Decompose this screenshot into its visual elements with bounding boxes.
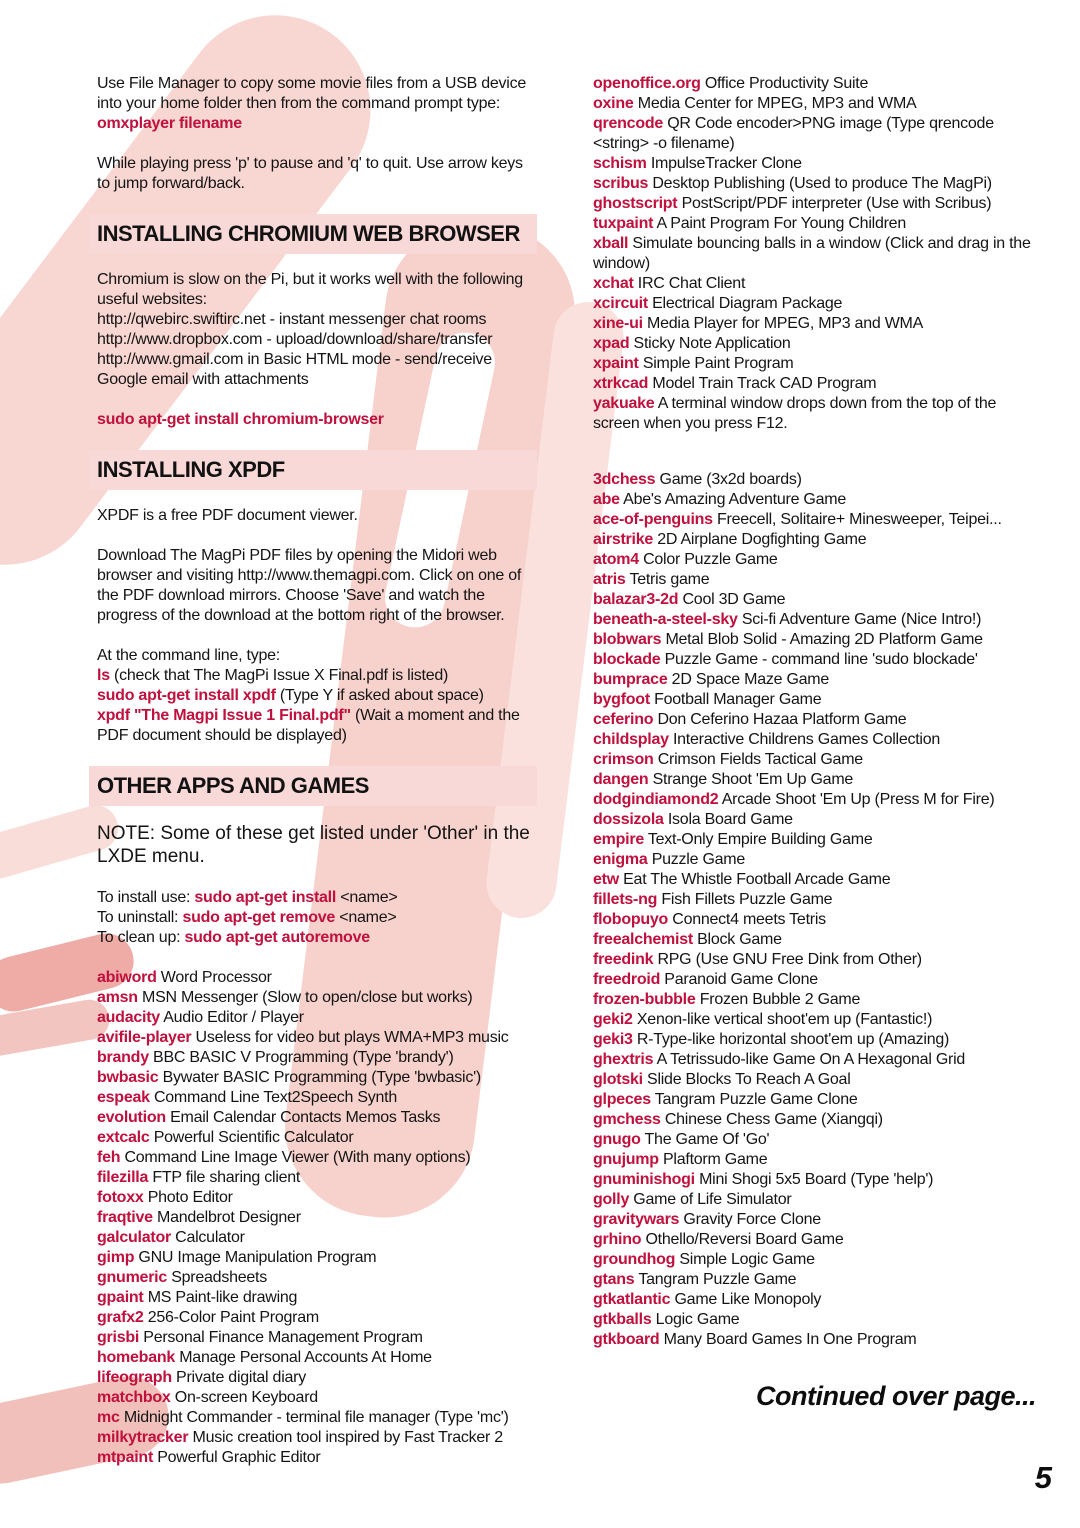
package-description: Frozen Bubble 2 Game: [699, 991, 861, 1008]
apt-usage-suffix: <name>: [335, 909, 397, 926]
package-description: 2D Space Maze Game: [671, 671, 830, 688]
usb-copy-paragraph: Use File Manager to copy some movie files from a USB device into your home folder then from the command prompt type:: [97, 75, 526, 112]
package-item: [593, 174, 1033, 194]
package-name: grafx2: [97, 1309, 144, 1326]
package-item: [593, 1130, 1033, 1150]
package-item: [593, 510, 1033, 530]
package-item: [593, 234, 1033, 274]
package-name: gtkboard: [593, 1331, 660, 1348]
package-item: [97, 1048, 537, 1068]
package-name: audacity: [97, 1009, 160, 1026]
package-description: Simulate bouncing balls in a window (Click and drag in the window): [593, 235, 1031, 272]
package-item: [593, 1110, 1033, 1130]
package-name: enigma: [593, 851, 648, 868]
package-description: Puzzle Game: [651, 851, 746, 868]
package-description: Office Productivity Suite: [704, 75, 869, 92]
package-name: fraqtive: [97, 1209, 153, 1226]
package-name: abiword: [97, 969, 157, 986]
package-item: [593, 354, 1033, 374]
package-name: freedink: [593, 951, 654, 968]
omxplayer-command: omxplayer filename: [97, 115, 242, 132]
package-description: The Game Of 'Go': [644, 1131, 770, 1148]
package-name: mtpaint: [97, 1449, 154, 1466]
package-name: milkytracker: [97, 1429, 189, 1446]
apps-list-left: [97, 968, 537, 1468]
package-description: Cool 3D Game: [682, 591, 786, 608]
package-description: Bywater BASIC Programming (Type 'bwbasic'): [162, 1069, 481, 1086]
package-description: Powerful Graphic Editor: [157, 1449, 321, 1466]
package-description: A Tetrissudo-like Game On A Hexagonal Grid: [656, 1051, 966, 1068]
apt-usage-line: [97, 888, 537, 908]
package-name: xball: [593, 235, 629, 252]
package-item: [593, 1290, 1033, 1310]
package-name: gtkatlantic: [593, 1291, 671, 1308]
package-item: [97, 1448, 537, 1468]
section-heading-other-apps: OTHER APPS AND GAMES: [89, 766, 537, 806]
package-name: ghostscript: [593, 195, 678, 212]
package-item: [593, 650, 1033, 670]
package-item: [593, 850, 1033, 870]
package-description: Manage Personal Accounts At Home: [179, 1349, 432, 1366]
package-item: [593, 890, 1033, 910]
package-item: [593, 74, 1033, 94]
package-description: A terminal window drops down from the top of the screen when you press F12.: [593, 395, 997, 432]
package-item: [97, 1428, 537, 1448]
package-description: Game (3x2d boards): [659, 471, 802, 488]
package-description: Don Ceferino Hazaa Platform Game: [657, 711, 907, 728]
package-description: Tangram Puzzle Game: [638, 1271, 797, 1288]
section-heading-xpdf: INSTALLING XPDF: [89, 450, 537, 490]
apt-command: sudo apt-get autoremove: [184, 929, 370, 946]
package-name: mc: [97, 1409, 120, 1426]
package-name: amsn: [97, 989, 138, 1006]
xpdf-open-command: xpdf "The Magpi Issue 1 Final.pdf": [97, 707, 351, 724]
package-item: [593, 294, 1033, 314]
package-item: [593, 910, 1033, 930]
package-name: schism: [593, 155, 647, 172]
package-name: gimp: [97, 1249, 135, 1266]
package-name: grhino: [593, 1231, 642, 1248]
package-item: [97, 968, 537, 988]
package-description: Game Like Monopoly: [674, 1291, 822, 1308]
chromium-intro: Chromium is slow on the Pi, but it works well with the following useful websites:: [97, 271, 523, 308]
package-name: gnuminishogi: [593, 1171, 695, 1188]
package-name: ceferino: [593, 711, 654, 728]
package-name: extcalc: [97, 1129, 150, 1146]
apt-usage-prefix: To install use:: [97, 889, 195, 906]
package-description: Plaftorm Game: [663, 1151, 768, 1168]
package-description: Isola Board Game: [667, 811, 793, 828]
apt-usage-lines: [97, 888, 537, 948]
xpdf-install-line: [97, 686, 537, 706]
package-item: [593, 930, 1033, 950]
package-description: Command Line Text2Speech Synth: [153, 1089, 397, 1106]
package-description: Personal Finance Management Program: [143, 1329, 423, 1346]
package-item: [593, 630, 1033, 650]
package-item: [97, 1248, 537, 1268]
package-description: Football Manager Game: [654, 691, 822, 708]
package-description: FTP file sharing client: [152, 1169, 301, 1186]
ls-command-note: (check that The MagPi Issue X Final.pdf is listed): [109, 667, 449, 684]
package-name: groundhog: [593, 1251, 676, 1268]
package-item: [97, 1268, 537, 1288]
package-item: [593, 1050, 1033, 1070]
package-item: [97, 1068, 537, 1088]
package-item: [97, 1368, 537, 1388]
package-name: flobopuyo: [593, 911, 669, 928]
package-description: Color Puzzle Game: [643, 551, 778, 568]
package-description: BBC BASIC V Programming (Type 'brandy'): [153, 1049, 454, 1066]
package-item: [593, 950, 1033, 970]
package-description: Chinese Chess Game (Xiangqi): [664, 1111, 883, 1128]
package-description: PostScript/PDF interpreter (Use with Scribus): [681, 195, 992, 212]
package-item: [593, 810, 1033, 830]
package-item: [593, 1210, 1033, 1230]
package-name: avifile-player: [97, 1029, 192, 1046]
package-name: scribus: [593, 175, 649, 192]
package-name: gnujump: [593, 1151, 659, 1168]
package-name: geki3: [593, 1031, 633, 1048]
package-item: [97, 1228, 537, 1248]
package-description: Private digital diary: [176, 1369, 306, 1386]
package-name: balazar3-2d: [593, 591, 679, 608]
package-item: [593, 970, 1033, 990]
package-name: crimson: [593, 751, 654, 768]
package-item: [593, 1310, 1033, 1330]
package-name: golly: [593, 1191, 630, 1208]
package-item: [593, 670, 1033, 690]
package-name: ace-of-penguins: [593, 511, 713, 528]
package-name: fillets-ng: [593, 891, 658, 908]
package-name: 3dchess: [593, 471, 656, 488]
package-item: [97, 1088, 537, 1108]
package-description: Audio Editor / Player: [163, 1009, 304, 1026]
package-item: [593, 1230, 1033, 1250]
package-description: GNU Image Manipulation Program: [138, 1249, 377, 1266]
package-description: Gravity Force Clone: [683, 1211, 821, 1228]
package-name: gtkballs: [593, 1311, 652, 1328]
package-description: Media Player for MPEG, MP3 and WMA: [647, 315, 924, 332]
package-description: Mandelbrot Designer: [157, 1209, 301, 1226]
package-name: bygfoot: [593, 691, 650, 708]
package-description: Text-Only Empire Building Game: [647, 831, 873, 848]
ls-command-line: [97, 666, 537, 686]
package-description: Command Line Image Viewer (With many options): [124, 1149, 471, 1166]
package-description: Photo Editor: [147, 1189, 233, 1206]
package-item: [97, 1388, 537, 1408]
package-item: [97, 1168, 537, 1188]
package-description: Tetris game: [629, 571, 710, 588]
xpdf-intro: XPDF is a free PDF document viewer.: [97, 507, 358, 524]
package-item: [593, 1250, 1033, 1270]
package-item: [593, 274, 1033, 294]
package-description: R-Type-like horizontal shoot'em up (Amazing): [636, 1031, 950, 1048]
section-heading-chromium: INSTALLING CHROMIUM WEB BROWSER: [89, 214, 537, 254]
lxde-note: NOTE: Some of these get listed under 'Other' in the LXDE menu.: [97, 823, 530, 867]
package-name: frozen-bubble: [593, 991, 696, 1008]
package-name: qrencode: [593, 115, 664, 132]
package-item: [593, 870, 1033, 890]
package-name: xine-ui: [593, 315, 643, 332]
package-description: Interactive Childrens Games Collection: [672, 731, 941, 748]
package-item: [593, 214, 1033, 234]
package-item: [593, 1150, 1033, 1170]
package-name: xpaint: [593, 355, 639, 372]
package-item: [593, 1070, 1033, 1090]
package-description: 256-Color Paint Program: [147, 1309, 319, 1326]
package-name: geki2: [593, 1011, 633, 1028]
apt-command: sudo apt-get remove: [182, 909, 336, 926]
package-description: Calculator: [175, 1229, 245, 1246]
package-item: [593, 690, 1033, 710]
package-item: [97, 1348, 537, 1368]
package-item: [593, 710, 1033, 730]
package-name: xtrkcad: [593, 375, 649, 392]
chromium-url-dropbox: http://www.dropbox.com - upload/download/share/transfer: [97, 331, 493, 348]
package-item: [593, 990, 1033, 1010]
package-item: [593, 334, 1033, 354]
package-item: [593, 550, 1033, 570]
package-item: [593, 1010, 1033, 1030]
package-name: grisbi: [97, 1329, 140, 1346]
package-name: freedroid: [593, 971, 661, 988]
package-item: [593, 154, 1033, 174]
playback-keys-paragraph: While playing press 'p' to pause and 'q' to quit. Use arrow keys to jump forward/back.: [97, 155, 523, 192]
ls-command: ls: [97, 667, 110, 684]
apt-usage-prefix: To uninstall:: [97, 909, 183, 926]
package-name: tuxpaint: [593, 215, 654, 232]
package-item: [593, 394, 1033, 434]
package-description: Game of Life Simulator: [633, 1191, 792, 1208]
package-name: gnugo: [593, 1131, 641, 1148]
package-item: [97, 1288, 537, 1308]
package-name: atris: [593, 571, 626, 588]
xpdf-open-note: (Wait a moment and the PDF document should be displayed): [97, 707, 520, 744]
xpdf-install-note: (Type Y if asked about space): [275, 687, 484, 704]
package-description: Simple Paint Program: [642, 355, 794, 372]
package-item: [593, 1330, 1033, 1350]
package-item: [593, 314, 1033, 334]
package-description: Othello/Reversi Board Game: [645, 1231, 844, 1248]
package-name: empire: [593, 831, 644, 848]
package-item: [593, 470, 1033, 490]
package-name: freealchemist: [593, 931, 693, 948]
package-name: dodgindiamond2: [593, 791, 719, 808]
package-description: Slide Blocks To Reach A Goal: [647, 1071, 851, 1088]
package-name: openoffice.org: [593, 75, 701, 92]
package-name: gnumeric: [97, 1269, 168, 1286]
package-name: bwbasic: [97, 1069, 159, 1086]
package-description: A Paint Program For Young Children: [656, 215, 906, 232]
package-item: [97, 1008, 537, 1028]
apt-usage-suffix: <name>: [336, 889, 398, 906]
package-name: filezilla: [97, 1169, 149, 1186]
apt-command: sudo apt-get install: [194, 889, 337, 906]
package-description: IRC Chat Client: [637, 275, 746, 292]
package-item: [593, 790, 1033, 810]
package-item: [593, 570, 1033, 590]
package-description: Word Processor: [160, 969, 272, 986]
package-description: Freecell, Solitaire+ Minesweeper, Teipei...: [717, 511, 1002, 528]
package-item: [593, 530, 1033, 550]
package-description: Abe's Amazing Adventure Game: [623, 491, 846, 508]
package-item: [593, 750, 1033, 770]
chromium-url-qwebirc: http://qwebirc.swiftirc.net - instant messenger chat rooms: [97, 311, 487, 328]
package-name: dangen: [593, 771, 649, 788]
package-item: [97, 988, 537, 1008]
package-name: lifeograph: [97, 1369, 172, 1386]
package-description: Strange Shoot 'Em Up Game: [652, 771, 854, 788]
package-name: gpaint: [97, 1289, 144, 1306]
package-item: [97, 1188, 537, 1208]
package-name: xchat: [593, 275, 634, 292]
package-description: Block Game: [697, 931, 782, 948]
package-description: ImpulseTracker Clone: [650, 155, 802, 172]
package-item: [97, 1208, 537, 1228]
package-description: Crimson Fields Tactical Game: [657, 751, 863, 768]
package-name: matchbox: [97, 1389, 171, 1406]
package-description: Useless for video but plays WMA+MP3 music: [195, 1029, 509, 1046]
package-name: gtans: [593, 1271, 635, 1288]
package-name: xcircuit: [593, 295, 648, 312]
xpdf-download-paragraph: Download The MagPi PDF files by opening the Midori web browser and visiting http://www.themagpi.com. Click on one of the PDF download mirrors. Choose 'Save' and watch the progress of the download at the bottom right of the browser.: [97, 547, 522, 624]
package-description: Many Board Games In One Program: [663, 1331, 917, 1348]
package-name: fotoxx: [97, 1189, 144, 1206]
package-name: brandy: [97, 1049, 149, 1066]
package-description: MSN Messenger (Slow to open/close but works): [142, 989, 473, 1006]
package-description: Media Center for MPEG, MP3 and WMA: [637, 95, 917, 112]
package-description: Arcade Shoot 'Em Up (Press M for Fire): [721, 791, 995, 808]
package-description: Connect4 meets Tetris: [672, 911, 826, 928]
package-item: [593, 1030, 1033, 1050]
package-description: Mini Shogi 5x5 Board (Type 'help'): [699, 1171, 934, 1188]
left-column: [97, 74, 537, 1468]
package-name: abe: [593, 491, 620, 508]
package-description: Desktop Publishing (Used to produce The MagPi): [652, 175, 992, 192]
package-item: [593, 490, 1033, 510]
package-name: airstrike: [593, 531, 654, 548]
chromium-url-gmail: http://www.gmail.com in Basic HTML mode - send/receive Google email with attachments: [97, 351, 492, 388]
package-item: [593, 194, 1033, 214]
package-description: Sci-fi Adventure Game (Nice Intro!): [741, 611, 982, 628]
package-item: [97, 1128, 537, 1148]
xpdf-open-line: [97, 706, 537, 746]
package-description: Paranoid Game Clone: [664, 971, 818, 988]
package-item: [593, 1270, 1033, 1290]
package-name: yakuake: [593, 395, 655, 412]
package-description: Model Train Track CAD Program: [652, 375, 877, 392]
right-column: [593, 74, 1033, 1468]
package-description: Puzzle Game - command line 'sudo blockade': [664, 651, 978, 668]
package-name: gravitywars: [593, 1211, 680, 1228]
command-line-intro: At the command line, type:: [97, 647, 280, 664]
package-item: [593, 114, 1033, 154]
package-name: atom4: [593, 551, 639, 568]
package-item: [593, 610, 1033, 630]
package-description: Spreadsheets: [171, 1269, 267, 1286]
package-name: xpad: [593, 335, 630, 352]
package-description: QR Code encoder>PNG image (Type qrencode <string> -o filename): [593, 115, 994, 152]
package-description: Metal Blob Solid - Amazing 2D Platform Game: [665, 631, 983, 648]
package-item: [97, 1148, 537, 1168]
package-description: Powerful Scientific Calculator: [153, 1129, 354, 1146]
package-description: Email Calendar Contacts Memos Tasks: [170, 1109, 441, 1126]
apps-list-right: [593, 74, 1033, 434]
xpdf-install-command: sudo apt-get install xpdf: [97, 687, 276, 704]
package-description: 2D Airplane Dogfighting Game: [657, 531, 867, 548]
package-description: MS Paint-like drawing: [147, 1289, 298, 1306]
package-name: ghextris: [593, 1051, 654, 1068]
package-item: [593, 94, 1033, 114]
package-name: oxine: [593, 95, 634, 112]
package-name: evolution: [97, 1109, 166, 1126]
package-name: feh: [97, 1149, 121, 1166]
package-description: Sticky Note Application: [633, 335, 791, 352]
package-description: RPG (Use GNU Free Dink from Other): [657, 951, 922, 968]
package-item: [97, 1308, 537, 1328]
games-list: [593, 470, 1033, 1350]
package-item: [593, 830, 1033, 850]
package-item: [593, 590, 1033, 610]
package-description: Midnight Commander - terminal file manager (Type 'mc'): [123, 1409, 509, 1426]
package-name: gmchess: [593, 1111, 661, 1128]
package-name: blockade: [593, 651, 661, 668]
package-item: [97, 1408, 537, 1428]
continued-over-page-text: Continued over page...: [755, 1381, 1036, 1411]
package-item: [593, 1170, 1033, 1190]
page-content: [97, 74, 1033, 1468]
package-item: [97, 1108, 537, 1128]
apt-usage-line: [97, 928, 537, 948]
package-name: blobwars: [593, 631, 662, 648]
package-description: Eat The Whistle Football Arcade Game: [623, 871, 891, 888]
package-name: galculator: [97, 1229, 171, 1246]
package-description: Music creation tool inspired by Fast Tracker 2: [192, 1429, 503, 1446]
apt-usage-line: [97, 908, 537, 928]
package-item: [97, 1328, 537, 1348]
package-item: [593, 770, 1033, 790]
package-description: On-screen Keyboard: [174, 1389, 318, 1406]
package-description: Logic Game: [655, 1311, 740, 1328]
package-name: etw: [593, 871, 619, 888]
package-item: [593, 374, 1033, 394]
package-description: Xenon-like vertical shoot'em up (Fantastic!): [636, 1011, 933, 1028]
package-description: Fish Fillets Puzzle Game: [661, 891, 833, 908]
package-name: beneath-a-steel-sky: [593, 611, 738, 628]
package-item: [97, 1028, 537, 1048]
page-number: 5: [1034, 1460, 1052, 1495]
package-name: childsplay: [593, 731, 669, 748]
package-item: [593, 1090, 1033, 1110]
package-name: bumprace: [593, 671, 668, 688]
package-name: glotski: [593, 1071, 643, 1088]
package-description: Electrical Diagram Package: [652, 295, 843, 312]
package-name: homebank: [97, 1349, 176, 1366]
package-description: Simple Logic Game: [679, 1251, 815, 1268]
package-name: glpeces: [593, 1091, 651, 1108]
apt-usage-prefix: To clean up:: [97, 929, 185, 946]
chromium-install-command: sudo apt-get install chromium-browser: [97, 411, 384, 428]
package-item: [593, 730, 1033, 750]
package-name: dossizola: [593, 811, 664, 828]
package-description: Tangram Puzzle Game Clone: [654, 1091, 858, 1108]
package-name: espeak: [97, 1089, 150, 1106]
package-item: [593, 1190, 1033, 1210]
